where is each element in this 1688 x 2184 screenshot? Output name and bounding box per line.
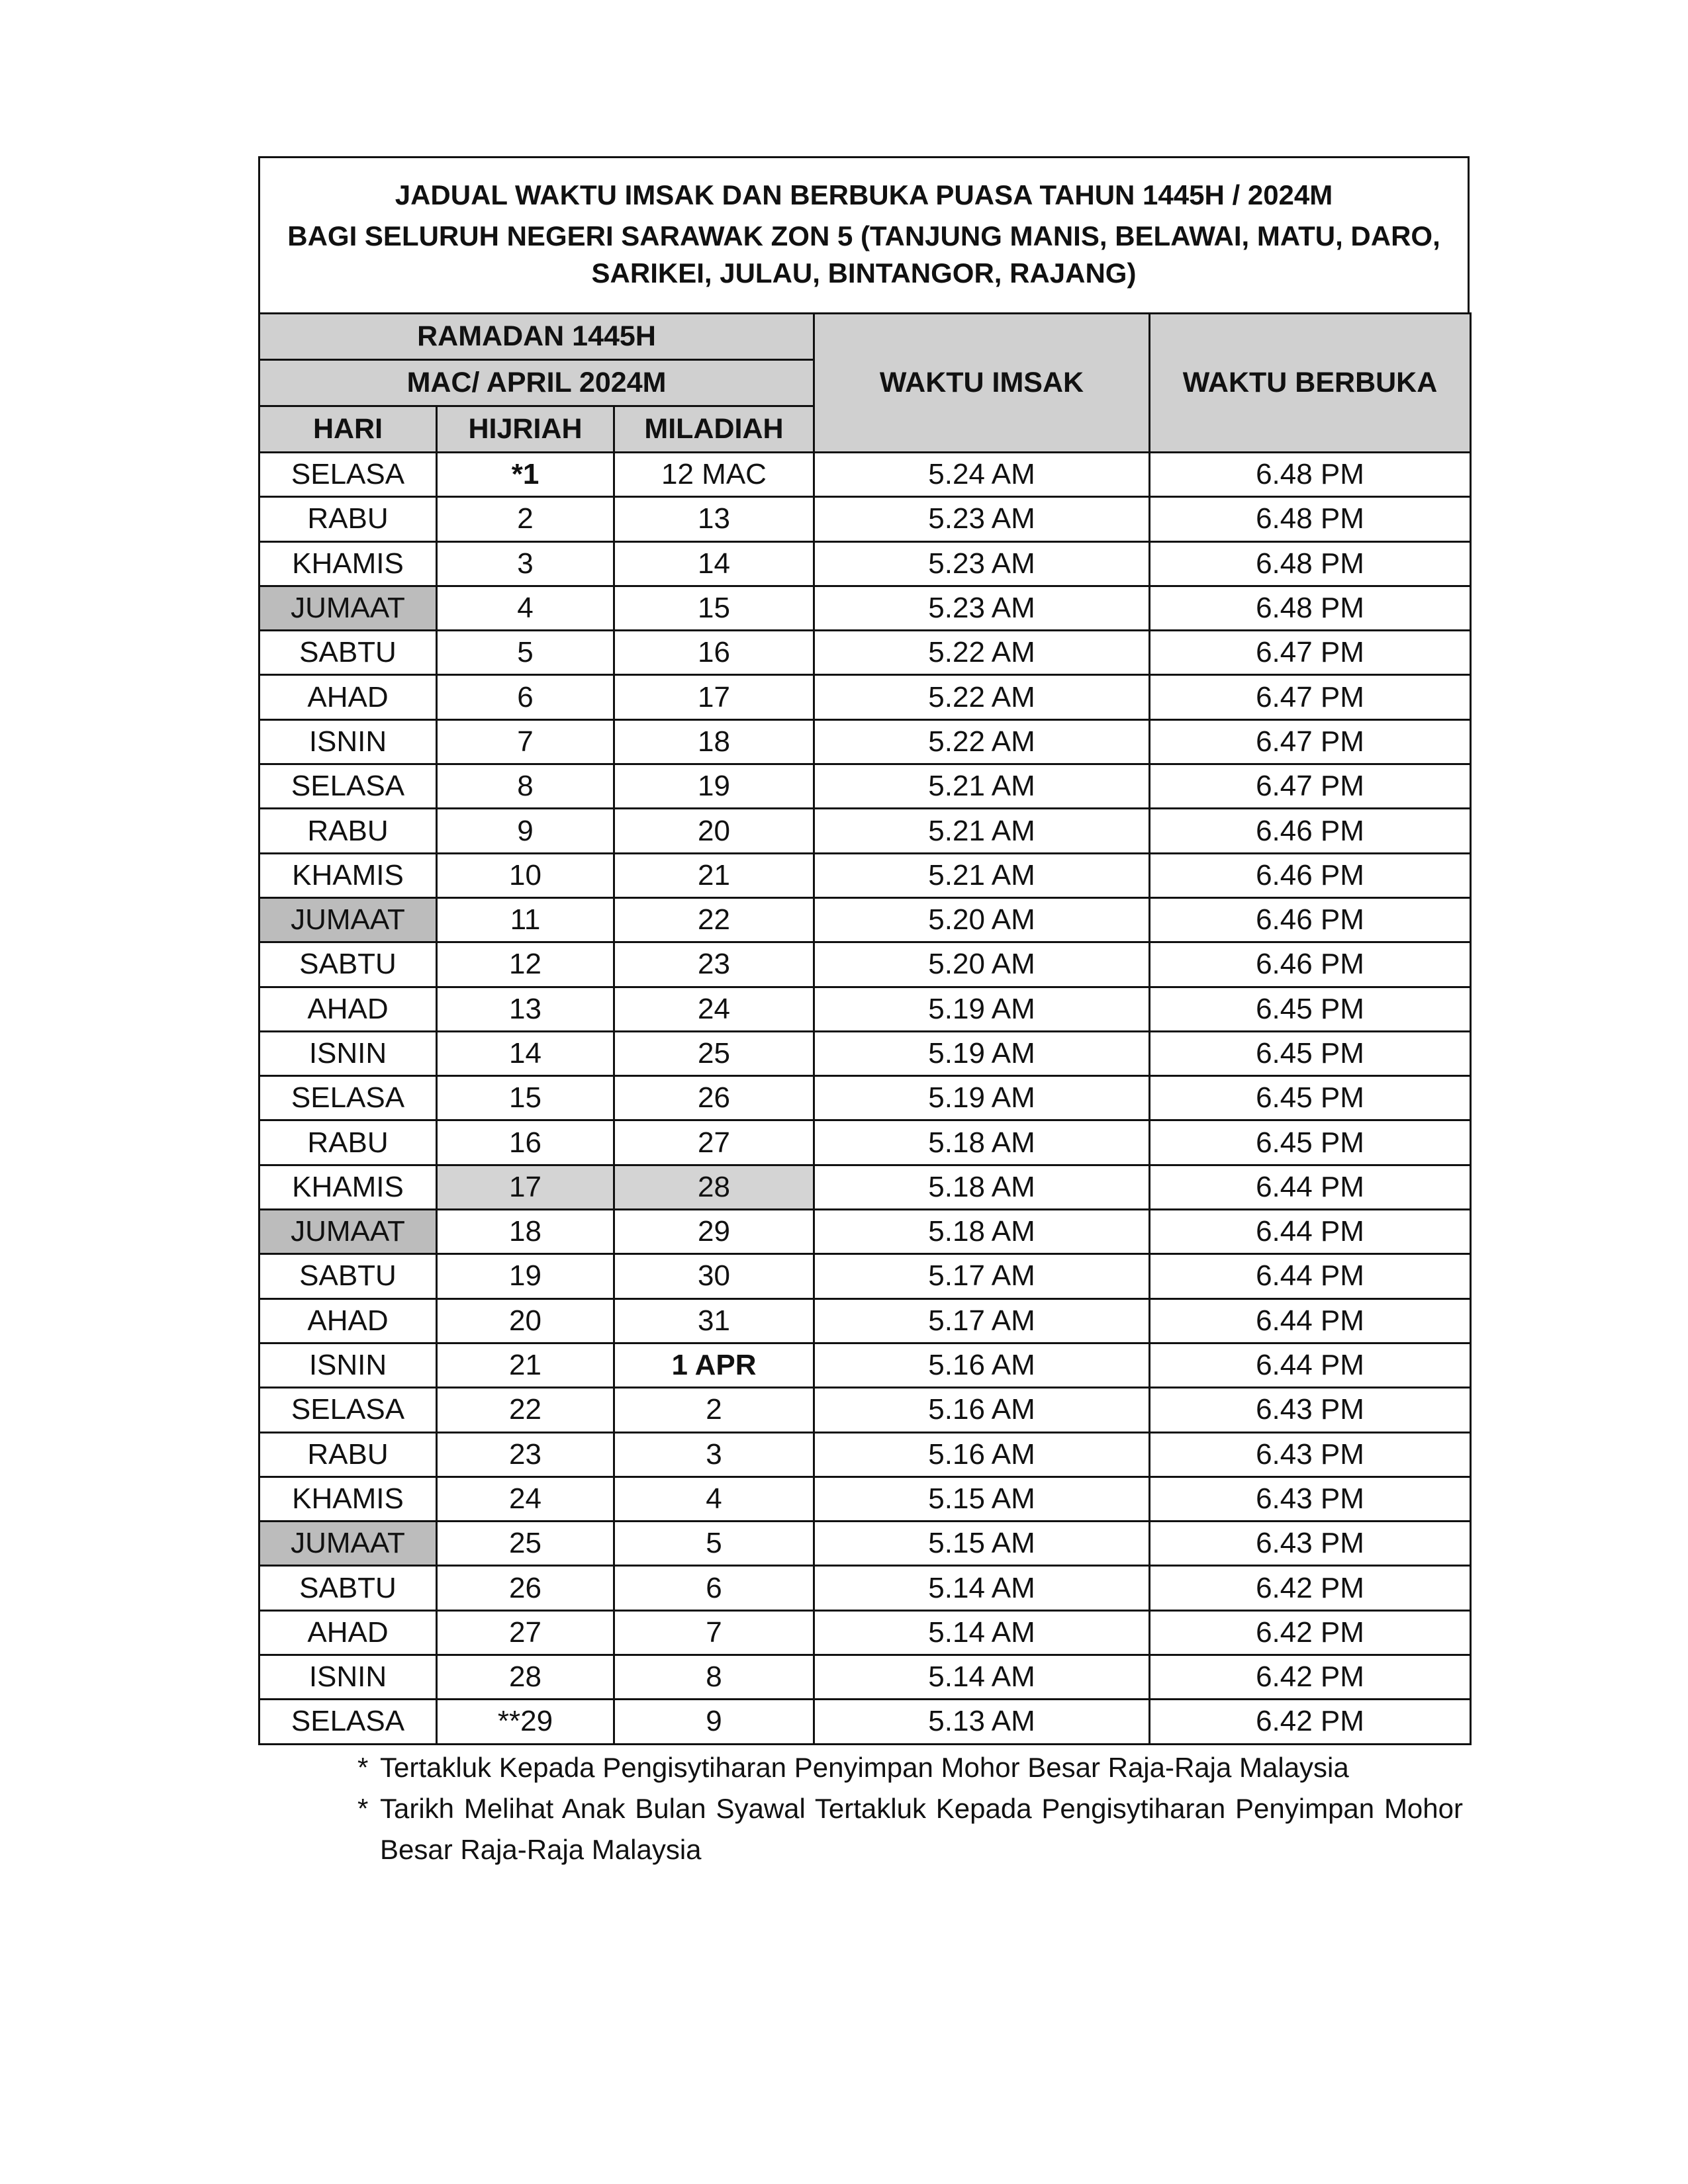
table-row (259, 942, 1471, 987)
table-row (259, 675, 1471, 719)
cell-miladiah: 25 (614, 1031, 814, 1075)
cell-imsak: 5.15 AM (814, 1477, 1150, 1521)
table-row (259, 541, 1471, 586)
cell-hari: RABU (259, 1120, 437, 1165)
cell-miladiah: 20 (614, 809, 814, 853)
timetable-body (259, 453, 1471, 1745)
cell-imsak: 5.19 AM (814, 987, 1150, 1031)
table-row (259, 1522, 1471, 1566)
cell-hari: RABU (259, 497, 437, 541)
cell-imsak: 5.18 AM (814, 1120, 1150, 1165)
cell-hijriah: 6 (437, 675, 614, 719)
cell-hijriah: 25 (437, 1522, 614, 1566)
cell-hari: KHAMIS (259, 853, 437, 897)
cell-hijriah: 14 (437, 1031, 614, 1075)
cell-berbuka: 6.43 PM (1150, 1477, 1471, 1521)
cell-miladiah: 18 (614, 719, 814, 764)
cell-hijriah: 2 (437, 497, 614, 541)
cell-hari: SABTU (259, 1566, 437, 1610)
footnote (357, 1747, 1463, 1788)
footnotes (357, 1747, 1463, 1870)
cell-hari: AHAD (259, 987, 437, 1031)
cell-miladiah: 23 (614, 942, 814, 987)
cell-miladiah: 31 (614, 1298, 814, 1343)
cell-berbuka: 6.45 PM (1150, 987, 1471, 1031)
cell-hari: SABTU (259, 631, 437, 675)
cell-hari: SABTU (259, 1254, 437, 1298)
header-berbuka: WAKTU BERBUKA (1150, 314, 1471, 453)
cell-imsak: 5.23 AM (814, 586, 1150, 630)
cell-miladiah: 28 (614, 1165, 814, 1209)
cell-berbuka: 6.45 PM (1150, 1031, 1471, 1075)
cell-miladiah: 6 (614, 1566, 814, 1610)
cell-imsak: 5.22 AM (814, 675, 1150, 719)
cell-imsak: 5.22 AM (814, 719, 1150, 764)
table-row (259, 1076, 1471, 1120)
table-row (259, 1031, 1471, 1075)
cell-hari: JUMAAT (259, 1210, 437, 1254)
cell-imsak: 5.17 AM (814, 1298, 1150, 1343)
cell-imsak: 5.20 AM (814, 942, 1150, 987)
table-row (259, 1388, 1471, 1432)
footnote-text: Tertakluk Kepada Pengisytiharan Penyimpan Mohor Besar Raja-Raja Malaysia (380, 1752, 1349, 1783)
cell-hijriah: 21 (437, 1343, 614, 1387)
cell-berbuka: 6.44 PM (1150, 1343, 1471, 1387)
cell-miladiah: 22 (614, 897, 814, 942)
cell-imsak: 5.18 AM (814, 1210, 1150, 1254)
table-row (259, 1477, 1471, 1521)
table-row (259, 853, 1471, 897)
cell-berbuka: 6.42 PM (1150, 1610, 1471, 1655)
table-row (259, 809, 1471, 853)
cell-berbuka: 6.43 PM (1150, 1432, 1471, 1477)
table-row (259, 897, 1471, 942)
table-row (259, 453, 1471, 497)
cell-imsak: 5.23 AM (814, 497, 1150, 541)
table-row (259, 1566, 1471, 1610)
table-row (259, 1655, 1471, 1700)
footnote-text: Tarikh Melihat Anak Bulan Syawal Tertakluk Kepada Pengisytiharan Penyimpan Mohor Besar Raja-Raja Malaysia (380, 1793, 1463, 1865)
cell-berbuka: 6.44 PM (1150, 1210, 1471, 1254)
table-row (259, 1298, 1471, 1343)
footnote (357, 1788, 1463, 1870)
table-row (259, 1120, 1471, 1165)
cell-berbuka: 6.44 PM (1150, 1298, 1471, 1343)
cell-imsak: 5.19 AM (814, 1031, 1150, 1075)
table-row (259, 1254, 1471, 1298)
cell-miladiah: 14 (614, 541, 814, 586)
cell-miladiah: 3 (614, 1432, 814, 1477)
cell-hari: JUMAAT (259, 1522, 437, 1566)
cell-berbuka: 6.48 PM (1150, 497, 1471, 541)
cell-imsak: 5.17 AM (814, 1254, 1150, 1298)
table-row (259, 1165, 1471, 1209)
cell-hijriah: 13 (437, 987, 614, 1031)
cell-hijriah: 18 (437, 1210, 614, 1254)
cell-hari: KHAMIS (259, 1477, 437, 1521)
header-miladiah: MILADIAH (614, 406, 814, 453)
cell-imsak: 5.22 AM (814, 631, 1150, 675)
cell-miladiah: 26 (614, 1076, 814, 1120)
table-row (259, 764, 1471, 809)
cell-hari: SELASA (259, 453, 437, 497)
cell-berbuka: 6.42 PM (1150, 1566, 1471, 1610)
cell-miladiah: 1 APR (614, 1343, 814, 1387)
cell-imsak: 5.15 AM (814, 1522, 1150, 1566)
cell-berbuka: 6.42 PM (1150, 1700, 1471, 1744)
cell-hari: SELASA (259, 1076, 437, 1120)
footnote-marker: * (357, 1793, 369, 1824)
cell-miladiah: 7 (614, 1610, 814, 1655)
cell-hijriah: 22 (437, 1388, 614, 1432)
timetable (258, 312, 1472, 1745)
cell-hijriah: **29 (437, 1700, 614, 1744)
cell-imsak: 5.13 AM (814, 1700, 1150, 1744)
cell-hijriah: 11 (437, 897, 614, 942)
cell-hijriah: 5 (437, 631, 614, 675)
cell-berbuka: 6.48 PM (1150, 453, 1471, 497)
cell-miladiah: 24 (614, 987, 814, 1031)
cell-hari: RABU (259, 809, 437, 853)
cell-berbuka: 6.45 PM (1150, 1076, 1471, 1120)
cell-hari: AHAD (259, 1610, 437, 1655)
cell-miladiah: 9 (614, 1700, 814, 1744)
cell-imsak: 5.16 AM (814, 1343, 1150, 1387)
cell-miladiah: 5 (614, 1522, 814, 1566)
cell-miladiah: 8 (614, 1655, 814, 1700)
cell-imsak: 5.24 AM (814, 453, 1150, 497)
cell-hijriah: 4 (437, 586, 614, 630)
cell-miladiah: 17 (614, 675, 814, 719)
cell-hijriah: 12 (437, 942, 614, 987)
cell-berbuka: 6.48 PM (1150, 541, 1471, 586)
cell-hijriah: 15 (437, 1076, 614, 1120)
table-row (259, 1210, 1471, 1254)
table-row (259, 1343, 1471, 1387)
cell-berbuka: 6.48 PM (1150, 586, 1471, 630)
table-row (259, 586, 1471, 630)
cell-berbuka: 6.47 PM (1150, 631, 1471, 675)
cell-berbuka: 6.47 PM (1150, 764, 1471, 809)
cell-hijriah: 27 (437, 1610, 614, 1655)
header-hijriah: HIJRIAH (437, 406, 614, 453)
cell-berbuka: 6.44 PM (1150, 1165, 1471, 1209)
title-box (258, 156, 1470, 312)
cell-hari: ISNIN (259, 719, 437, 764)
cell-hijriah: 7 (437, 719, 614, 764)
cell-hijriah: 19 (437, 1254, 614, 1298)
cell-imsak: 5.21 AM (814, 853, 1150, 897)
cell-berbuka: 6.46 PM (1150, 809, 1471, 853)
title-line-2: BAGI SELURUH NEGERI SARAWAK ZON 5 (TANJUNG MANIS, BELAWAI, MATU, DARO, SARIKEI, JULAU, BINTANGOR, RAJANG) (287, 220, 1440, 289)
cell-hijriah: 26 (437, 1566, 614, 1610)
cell-berbuka: 6.47 PM (1150, 719, 1471, 764)
cell-hari: RABU (259, 1432, 437, 1477)
cell-hari: KHAMIS (259, 1165, 437, 1209)
cell-hijriah: 17 (437, 1165, 614, 1209)
header-ramadan: RAMADAN 1445H (259, 314, 814, 360)
cell-hijriah: 3 (437, 541, 614, 586)
table-row (259, 1700, 1471, 1744)
cell-miladiah: 13 (614, 497, 814, 541)
cell-miladiah: 15 (614, 586, 814, 630)
cell-hari: SELASA (259, 1700, 437, 1744)
cell-imsak: 5.14 AM (814, 1655, 1150, 1700)
table-row (259, 631, 1471, 675)
cell-hari: ISNIN (259, 1031, 437, 1075)
timetable-sheet (258, 156, 1470, 1745)
cell-berbuka: 6.44 PM (1150, 1254, 1471, 1298)
cell-hijriah: 8 (437, 764, 614, 809)
cell-miladiah: 30 (614, 1254, 814, 1298)
cell-imsak: 5.18 AM (814, 1165, 1150, 1209)
footnote-marker: * (357, 1752, 369, 1783)
header-imsak: WAKTU IMSAK (814, 314, 1150, 453)
cell-hijriah: *1 (437, 453, 614, 497)
cell-hari: SELASA (259, 1388, 437, 1432)
cell-imsak: 5.14 AM (814, 1566, 1150, 1610)
cell-berbuka: 6.46 PM (1150, 853, 1471, 897)
cell-berbuka: 6.46 PM (1150, 897, 1471, 942)
table-row (259, 497, 1471, 541)
cell-miladiah: 12 MAC (614, 453, 814, 497)
cell-berbuka: 6.43 PM (1150, 1388, 1471, 1432)
cell-imsak: 5.16 AM (814, 1432, 1150, 1477)
cell-miladiah: 19 (614, 764, 814, 809)
cell-hijriah: 24 (437, 1477, 614, 1521)
cell-hari: ISNIN (259, 1655, 437, 1700)
cell-miladiah: 16 (614, 631, 814, 675)
title-line-1: JADUAL WAKTU IMSAK DAN BERBUKA PUASA TAHUN 1445H / 2024M (395, 179, 1333, 210)
cell-imsak: 5.21 AM (814, 809, 1150, 853)
cell-hari: AHAD (259, 1298, 437, 1343)
cell-imsak: 5.19 AM (814, 1076, 1150, 1120)
cell-hari: SABTU (259, 942, 437, 987)
cell-berbuka: 6.45 PM (1150, 1120, 1471, 1165)
cell-hari: JUMAAT (259, 586, 437, 630)
cell-hari: ISNIN (259, 1343, 437, 1387)
cell-imsak: 5.21 AM (814, 764, 1150, 809)
header-month: MAC/ APRIL 2024M (259, 360, 814, 406)
cell-hijriah: 9 (437, 809, 614, 853)
cell-miladiah: 29 (614, 1210, 814, 1254)
cell-berbuka: 6.42 PM (1150, 1655, 1471, 1700)
header-hari: HARI (259, 406, 437, 453)
cell-hijriah: 20 (437, 1298, 614, 1343)
cell-hijriah: 10 (437, 853, 614, 897)
cell-hijriah: 28 (437, 1655, 614, 1700)
cell-imsak: 5.20 AM (814, 897, 1150, 942)
table-row (259, 1432, 1471, 1477)
cell-hari: JUMAAT (259, 897, 437, 942)
cell-miladiah: 21 (614, 853, 814, 897)
cell-hari: SELASA (259, 764, 437, 809)
cell-berbuka: 6.47 PM (1150, 675, 1471, 719)
cell-imsak: 5.16 AM (814, 1388, 1150, 1432)
table-row (259, 1610, 1471, 1655)
cell-hijriah: 16 (437, 1120, 614, 1165)
cell-hari: KHAMIS (259, 541, 437, 586)
cell-imsak: 5.23 AM (814, 541, 1150, 586)
table-row (259, 719, 1471, 764)
cell-miladiah: 27 (614, 1120, 814, 1165)
table-row (259, 987, 1471, 1031)
cell-hari: AHAD (259, 675, 437, 719)
cell-hijriah: 23 (437, 1432, 614, 1477)
cell-miladiah: 4 (614, 1477, 814, 1521)
cell-berbuka: 6.43 PM (1150, 1522, 1471, 1566)
cell-miladiah: 2 (614, 1388, 814, 1432)
cell-berbuka: 6.46 PM (1150, 942, 1471, 987)
cell-imsak: 5.14 AM (814, 1610, 1150, 1655)
